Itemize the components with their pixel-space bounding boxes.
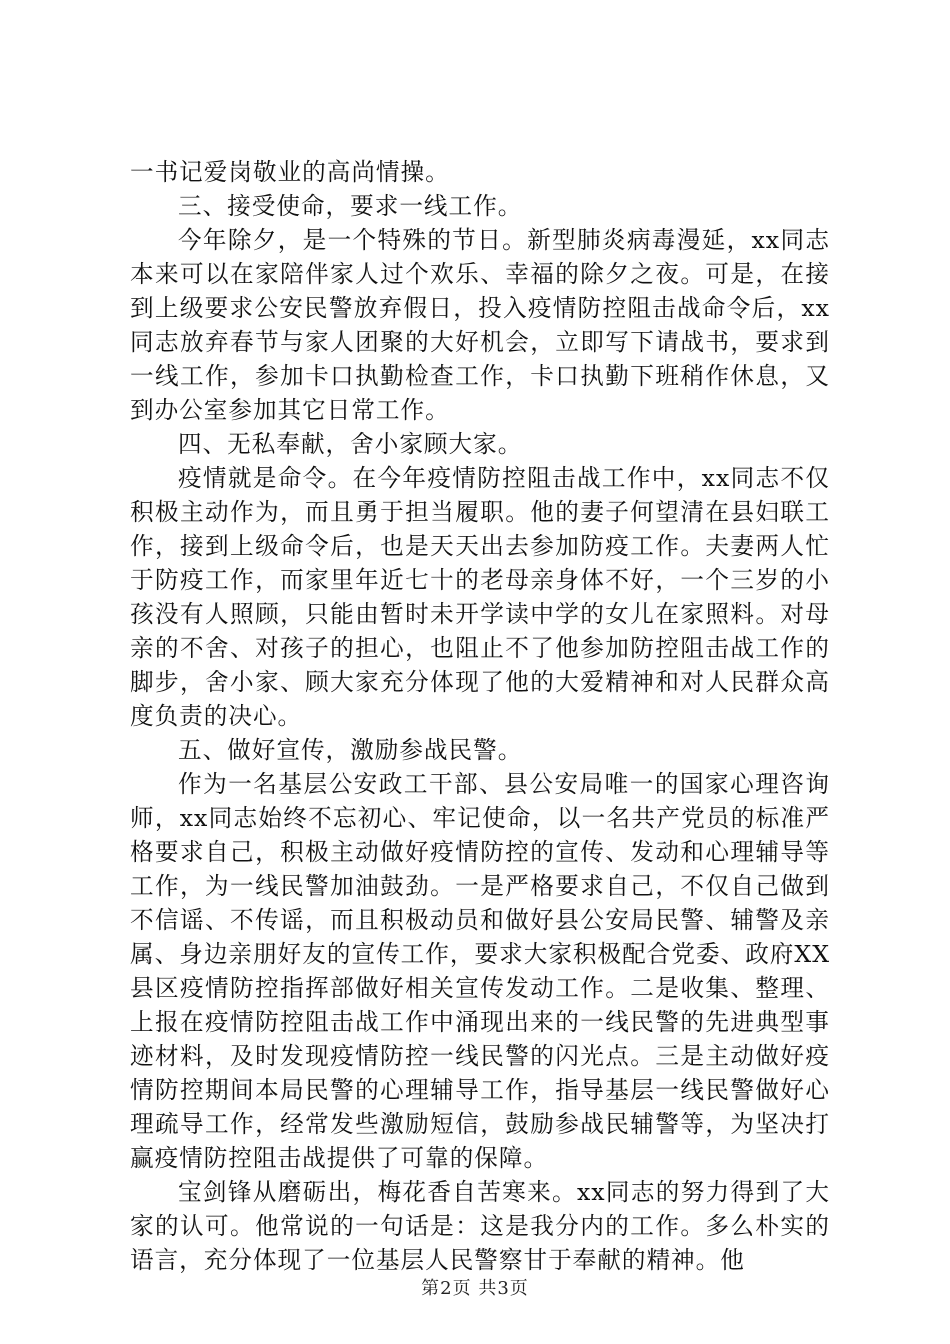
document-body [130, 155, 830, 1277]
paragraph-continuation: 一书记爱岗敬业的高尚情操。 [130, 158, 450, 186]
paragraph: 疫情就是命令。在今年疫情防控阻击战工作中，xx同志不仅积极主动作为，而且勇于担当履职。他的妻子何望清在县妇联工作，接到上级命令后，也是天天出去参加防疫工作。夫妻两人忙于防疫工作，而家里年近七十的老母亲身体不好，一个三岁的小孩没有人照顾，只能由暂时未开学读中学的女儿在家照料。对母亲的不舍、对孩子的担心，也阻止不了他参加防控阻击战工作的脚步，舍小家、顾大家充分体现了他的大爱精神和对人民群众高度负责的决心。 [130, 464, 830, 730]
section-heading-3: 三、接受使命，要求一线工作。 [178, 192, 523, 220]
paragraph: 今年除夕，是一个特殊的节日。新型肺炎病毒漫延，xx同志本来可以在家陪伴家人过个欢乐、幸福的除夕之夜。可是，在接到上级要求公安民警放弃假日，投入疫情防控阻击战命令后，xx同志放弃春节与家人团聚的大好机会，立即写下请战书，要求到一线工作，参加卡口执勤检查工作，卡口执勤下班稍作休息，又到办公室参加其它日常工作。 [130, 226, 830, 424]
paragraph: 作为一名基层公安政工干部、县公安局唯一的国家心理咨询师，xx同志始终不忘初心、牢记使命，以一名共产党员的标准严格要求自己，积极主动做好疫情防控的宣传、发动和心理辅导等工作，为一线民警加油鼓劲。一是严格要求自己，不仅自己做到不信谣、不传谣，而且积极动员和做好县公安局民警、辅警及亲属、身边亲朋好友的宣传工作，要求大家积极配合党委、政府XX县区疫情防控指挥部做好相关宣传发动工作。二是收集、整理、上报在疫情防控阻击战工作中涌现出来的一线民警的先进典型事迹材料，及时发现疫情防控一线民警的闪光点。三是主动做好疫情防控期间本局民警的心理辅导工作，指导基层一线民警做好心理疏导工作，经常发些激励短信，鼓励参战民辅警等，为坚决打赢疫情防控阻击战提供了可靠的保障。 [130, 770, 830, 1172]
paragraph: 宝剑锋从磨砺出，梅花香自苦寒来。xx同志的努力得到了大家的认可。他常说的一句话是：这是我分内的工作。多么朴实的语言，充分体现了一位基层人民警察甘于奉献的精神。他 [130, 1178, 830, 1274]
section-heading-4: 四、无私奉献，舍小家顾大家。 [178, 430, 523, 458]
section-heading-5: 五、做好宣传，激励参战民警。 [178, 736, 523, 764]
page-number-footer: 第2页 共3页 [421, 1278, 529, 1299]
